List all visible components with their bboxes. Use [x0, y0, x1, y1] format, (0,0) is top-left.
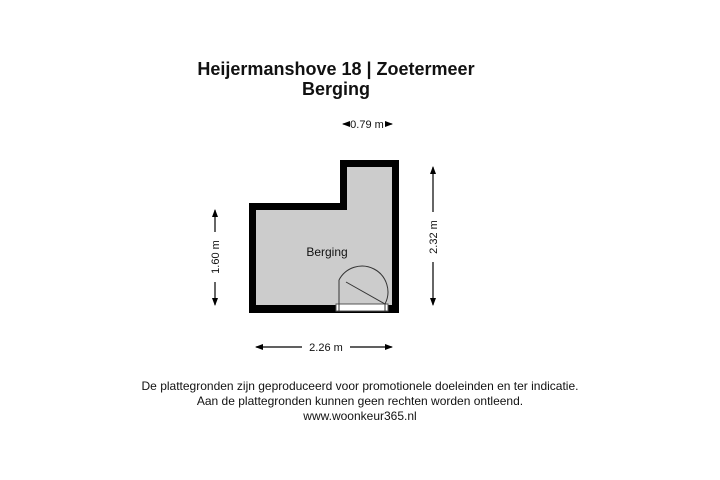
dim-right-height-label: 2.32 m [428, 220, 440, 254]
room-berging-interior [256, 167, 392, 305]
room-label-berging: Berging [306, 245, 348, 259]
dim-bottom-width-label: 2.26 m [309, 342, 343, 354]
website-link[interactable]: www.woonkeur365.nl [303, 409, 417, 423]
floor-title: Berging [301, 79, 370, 99]
door-opening [336, 304, 388, 311]
dim-left-height-label: 1.60 m [210, 240, 222, 274]
address-title: Heijermanshove 18 | Zoetermeer [197, 59, 475, 79]
disclaimer-line-1: De plattegronden zijn geproduceerd voor promotionele doeleinden en ter indicatie. [141, 379, 579, 393]
dim-top-width-label: 0.79 m [350, 119, 384, 131]
disclaimer-line-2: Aan de plattegronden kunnen geen rechten worden ontleend. [196, 394, 524, 408]
